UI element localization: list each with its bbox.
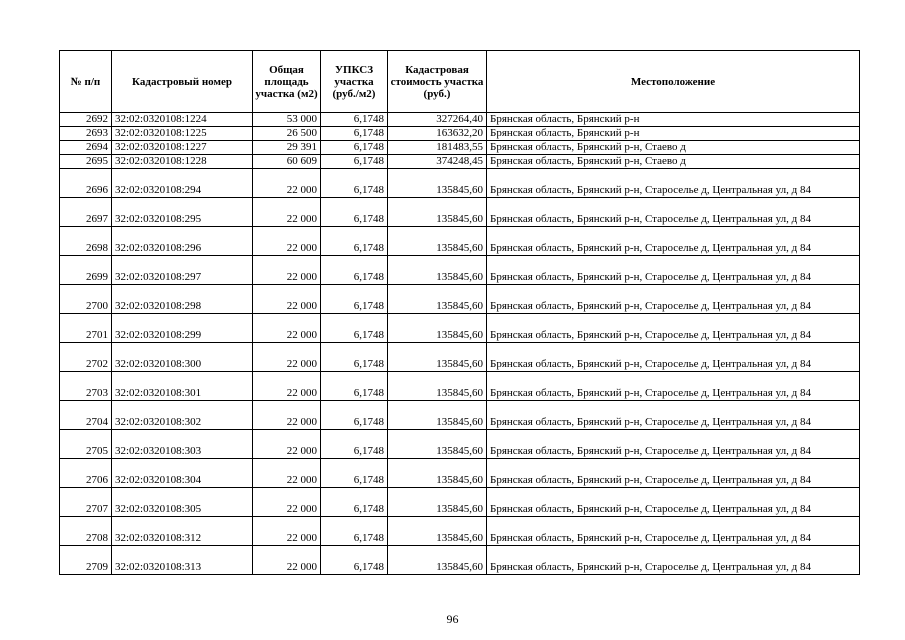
cell-rate: 6,1748 — [321, 372, 388, 401]
cell-rate: 6,1748 — [321, 517, 388, 546]
table-row — [60, 372, 860, 401]
cell-cost: 135845,60 — [388, 314, 487, 343]
cell-cost: 135845,60 — [388, 372, 487, 401]
cell-location: Брянская область, Брянский р-н, Староселье д, Центральная ул, д 84 — [487, 546, 860, 575]
cell-rate: 6,1748 — [321, 343, 388, 372]
header-location: Местоположение — [487, 51, 860, 113]
cell-num: 2703 — [60, 372, 112, 401]
cadastral-table — [59, 50, 860, 575]
cell-location: Брянская область, Брянский р-н, Староселье д, Центральная ул, д 84 — [487, 227, 860, 256]
cell-num: 2709 — [60, 546, 112, 575]
cell-num: 2692 — [60, 113, 112, 127]
cell-cadastral-number: 32:02:0320108:303 — [112, 430, 253, 459]
cell-num: 2700 — [60, 285, 112, 314]
cell-area: 22 000 — [253, 169, 321, 198]
cell-area: 22 000 — [253, 372, 321, 401]
cell-num: 2702 — [60, 343, 112, 372]
cell-cost: 135845,60 — [388, 169, 487, 198]
cell-cost: 135845,60 — [388, 430, 487, 459]
cell-location: Брянская область, Брянский р-н — [487, 113, 860, 127]
cell-num: 2698 — [60, 227, 112, 256]
cell-rate: 6,1748 — [321, 256, 388, 285]
cell-area: 29 391 — [253, 141, 321, 155]
cell-area: 53 000 — [253, 113, 321, 127]
table-row — [60, 227, 860, 256]
table-row — [60, 113, 860, 127]
cell-cost: 327264,40 — [388, 113, 487, 127]
cell-cadastral-number: 32:02:0320108:295 — [112, 198, 253, 227]
header-num: № п/п — [60, 51, 112, 113]
cell-num: 2707 — [60, 488, 112, 517]
cell-rate: 6,1748 — [321, 401, 388, 430]
cell-cost: 135845,60 — [388, 517, 487, 546]
cell-num: 2708 — [60, 517, 112, 546]
cell-num: 2695 — [60, 155, 112, 169]
cell-num: 2697 — [60, 198, 112, 227]
cell-location: Брянская область, Брянский р-н — [487, 127, 860, 141]
cell-num: 2704 — [60, 401, 112, 430]
header-cadastral-number: Кадастровый номер — [112, 51, 253, 113]
table-header-row — [60, 51, 860, 113]
cell-rate: 6,1748 — [321, 488, 388, 517]
cell-location: Брянская область, Брянский р-н, Староселье д, Центральная ул, д 84 — [487, 430, 860, 459]
cell-rate: 6,1748 — [321, 430, 388, 459]
cell-rate: 6,1748 — [321, 113, 388, 127]
cell-cadastral-number: 32:02:0320108:1227 — [112, 141, 253, 155]
table-row — [60, 256, 860, 285]
table-row — [60, 169, 860, 198]
table-row — [60, 459, 860, 488]
cell-cost: 135845,60 — [388, 227, 487, 256]
cell-location: Брянская область, Брянский р-н, Староселье д, Центральная ул, д 84 — [487, 517, 860, 546]
cell-area: 22 000 — [253, 343, 321, 372]
table-row — [60, 430, 860, 459]
cell-cost: 163632,20 — [388, 127, 487, 141]
cell-rate: 6,1748 — [321, 227, 388, 256]
cell-rate: 6,1748 — [321, 169, 388, 198]
cell-num: 2696 — [60, 169, 112, 198]
table-row — [60, 546, 860, 575]
cell-area: 22 000 — [253, 517, 321, 546]
table-row — [60, 141, 860, 155]
cell-location: Брянская область, Брянский р-н, Староселье д, Центральная ул, д 84 — [487, 169, 860, 198]
table-row — [60, 517, 860, 546]
cell-cadastral-number: 32:02:0320108:1228 — [112, 155, 253, 169]
cell-area: 26 500 — [253, 127, 321, 141]
cell-cost: 374248,45 — [388, 155, 487, 169]
cell-cadastral-number: 32:02:0320108:1225 — [112, 127, 253, 141]
cell-location: Брянская область, Брянский р-н, Староселье д, Центральная ул, д 84 — [487, 198, 860, 227]
cell-cost: 135845,60 — [388, 285, 487, 314]
cell-rate: 6,1748 — [321, 155, 388, 169]
cell-num: 2699 — [60, 256, 112, 285]
cell-location: Брянская область, Брянский р-н, Староселье д, Центральная ул, д 84 — [487, 488, 860, 517]
cell-area: 60 609 — [253, 155, 321, 169]
cell-cost: 135845,60 — [388, 488, 487, 517]
cell-cadastral-number: 32:02:0320108:298 — [112, 285, 253, 314]
cell-cadastral-number: 32:02:0320108:313 — [112, 546, 253, 575]
cell-location: Брянская область, Брянский р-н, Староселье д, Центральная ул, д 84 — [487, 285, 860, 314]
table-row — [60, 488, 860, 517]
page-number: 96 — [446, 612, 459, 626]
table-row — [60, 314, 860, 343]
table-body — [60, 113, 860, 575]
cell-num: 2706 — [60, 459, 112, 488]
cell-cadastral-number: 32:02:0320108:305 — [112, 488, 253, 517]
table-row — [60, 285, 860, 314]
header-cost: Кадастровая стоимость участка (руб.) — [388, 51, 487, 113]
cell-cost: 181483,55 — [388, 141, 487, 155]
cell-area: 22 000 — [253, 198, 321, 227]
cell-rate: 6,1748 — [321, 546, 388, 575]
cell-location: Брянская область, Брянский р-н, Староселье д, Центральная ул, д 84 — [487, 256, 860, 285]
header-area: Общая площадь участка (м2) — [253, 51, 321, 113]
header-rate: УПКСЗ участка (руб./м2) — [321, 51, 388, 113]
cell-cadastral-number: 32:02:0320108:300 — [112, 343, 253, 372]
cell-area: 22 000 — [253, 401, 321, 430]
cell-location: Брянская область, Брянский р-н, Староселье д, Центральная ул, д 84 — [487, 372, 860, 401]
table-row — [60, 155, 860, 169]
cell-cadastral-number: 32:02:0320108:297 — [112, 256, 253, 285]
cell-cadastral-number: 32:02:0320108:302 — [112, 401, 253, 430]
cell-cadastral-number: 32:02:0320108:1224 — [112, 113, 253, 127]
cell-cadastral-number: 32:02:0320108:294 — [112, 169, 253, 198]
cell-area: 22 000 — [253, 227, 321, 256]
table-row — [60, 198, 860, 227]
cell-cadastral-number: 32:02:0320108:301 — [112, 372, 253, 401]
cell-location: Брянская область, Брянский р-н, Староселье д, Центральная ул, д 84 — [487, 343, 860, 372]
cell-cadastral-number: 32:02:0320108:304 — [112, 459, 253, 488]
cell-cadastral-number: 32:02:0320108:296 — [112, 227, 253, 256]
cell-area: 22 000 — [253, 430, 321, 459]
cell-cost: 135845,60 — [388, 459, 487, 488]
cell-area: 22 000 — [253, 314, 321, 343]
cell-location: Брянская область, Брянский р-н, Стаево д — [487, 141, 860, 155]
cell-cadastral-number: 32:02:0320108:312 — [112, 517, 253, 546]
cell-cost: 135845,60 — [388, 256, 487, 285]
cell-rate: 6,1748 — [321, 127, 388, 141]
cell-location: Брянская область, Брянский р-н, Староселье д, Центральная ул, д 84 — [487, 314, 860, 343]
cell-rate: 6,1748 — [321, 459, 388, 488]
cell-rate: 6,1748 — [321, 285, 388, 314]
cell-cost: 135845,60 — [388, 546, 487, 575]
cell-num: 2694 — [60, 141, 112, 155]
cell-rate: 6,1748 — [321, 198, 388, 227]
table-row — [60, 401, 860, 430]
cell-rate: 6,1748 — [321, 141, 388, 155]
cell-cost: 135845,60 — [388, 343, 487, 372]
cell-cost: 135845,60 — [388, 401, 487, 430]
table-row — [60, 127, 860, 141]
cell-location: Брянская область, Брянский р-н, Староселье д, Центральная ул, д 84 — [487, 401, 860, 430]
cell-area: 22 000 — [253, 285, 321, 314]
cell-cadastral-number: 32:02:0320108:299 — [112, 314, 253, 343]
cell-num: 2701 — [60, 314, 112, 343]
cell-area: 22 000 — [253, 546, 321, 575]
cell-area: 22 000 — [253, 256, 321, 285]
cell-num: 2693 — [60, 127, 112, 141]
table-row — [60, 343, 860, 372]
cell-location: Брянская область, Брянский р-н, Староселье д, Центральная ул, д 84 — [487, 459, 860, 488]
cell-area: 22 000 — [253, 488, 321, 517]
cell-cost: 135845,60 — [388, 198, 487, 227]
cell-num: 2705 — [60, 430, 112, 459]
cell-rate: 6,1748 — [321, 314, 388, 343]
cell-location: Брянская область, Брянский р-н, Стаево д — [487, 155, 860, 169]
cell-area: 22 000 — [253, 459, 321, 488]
